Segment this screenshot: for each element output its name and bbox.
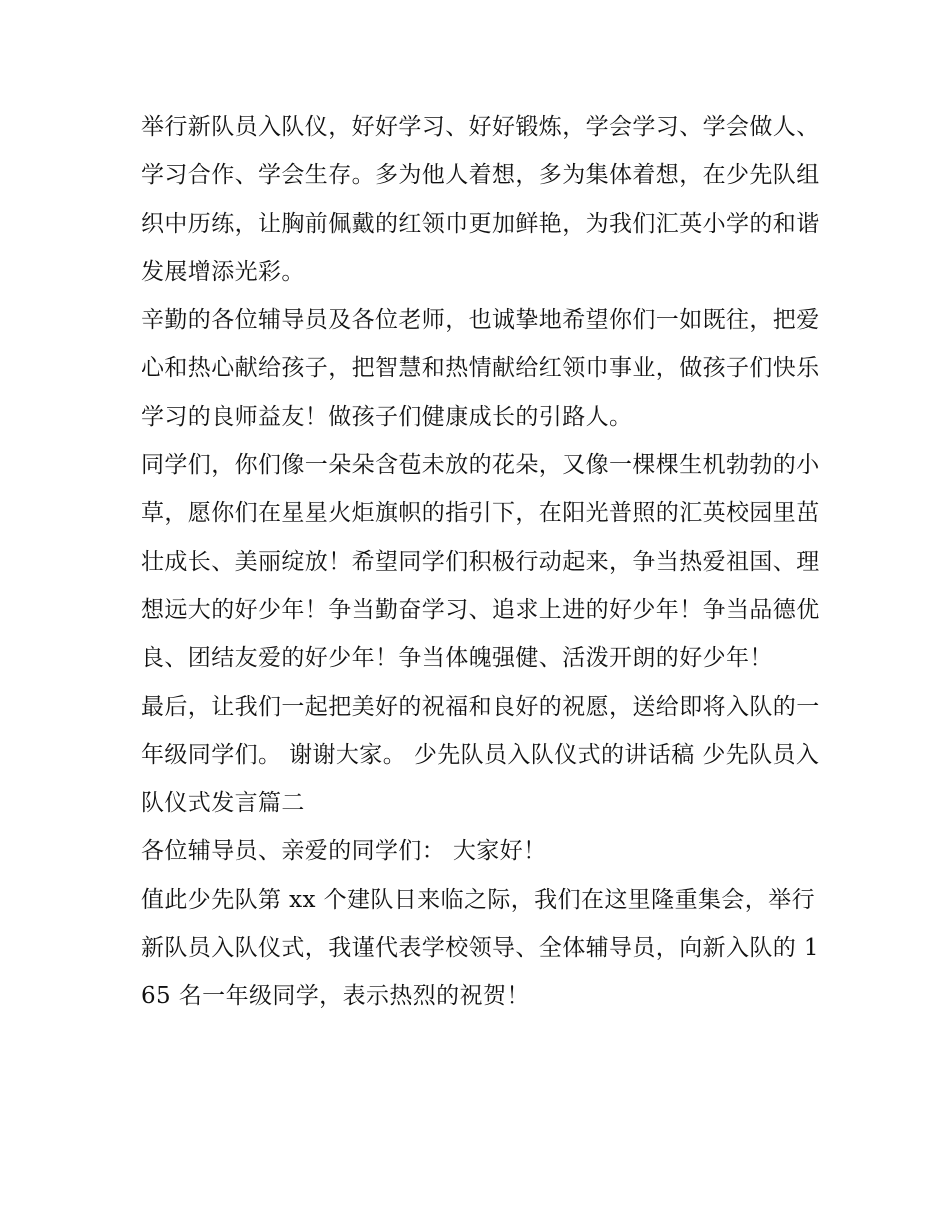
paragraph-3: 同学们，你们像一朵朵含苞未放的花朵，又像一棵棵生机勃勃的小草，愿你们在星星火炬旗帜的指引下，在阳光普照的汇英校园里茁壮成长、美丽绽放！希望同学们积极行动起来，争当热爱祖国、理想远大的好少年！争当勤奋学习、追求上进的好少年！争当品德优良、团结友爱的好少年！争当体魄强健、活泼开朗的好少年！ [141,452,820,672]
paragraph-2: 辛勤的各位辅导员及各位老师，也诚挚地希望你们一如既往，把爱心和热心献给孩子，把智慧和热情献给红领巾事业，做孩子们快乐学习的良师益友！做孩子们健康成长的引路人。 [141,307,820,430]
paragraph-6: 值此少先队第 xx 个建队日来临之际，我们在这里隆重集会，举行新队员入队仪式，我谨代表学校领导、全体辅导员，向新入队的 165 名一年级同学，表示热烈的祝贺！ [141,886,819,1010]
document-body [141,103,821,1021]
paragraph-4: 最后，让我们一起把美好的祝福和良好的祝愿，送给即将入队的一年级同学们。 谢谢大家。 少先队员入队仪式的讲话稿 少先队员入队仪式发言篇二 [141,693,820,817]
paragraph-1: 举行新队员入队仪，好好学习、好好锻炼，学会学习、学会做人、学习合作、学会生存。多为他人着想，多为集体着想，在少先队组织中历练，让胸前佩戴的红领巾更加鲜艳，为我们汇英小学的和谐发展增添光彩。 [141,114,820,285]
paragraph-5: 各位辅导员、亲爱的同学们： 大家好！ [141,838,547,865]
